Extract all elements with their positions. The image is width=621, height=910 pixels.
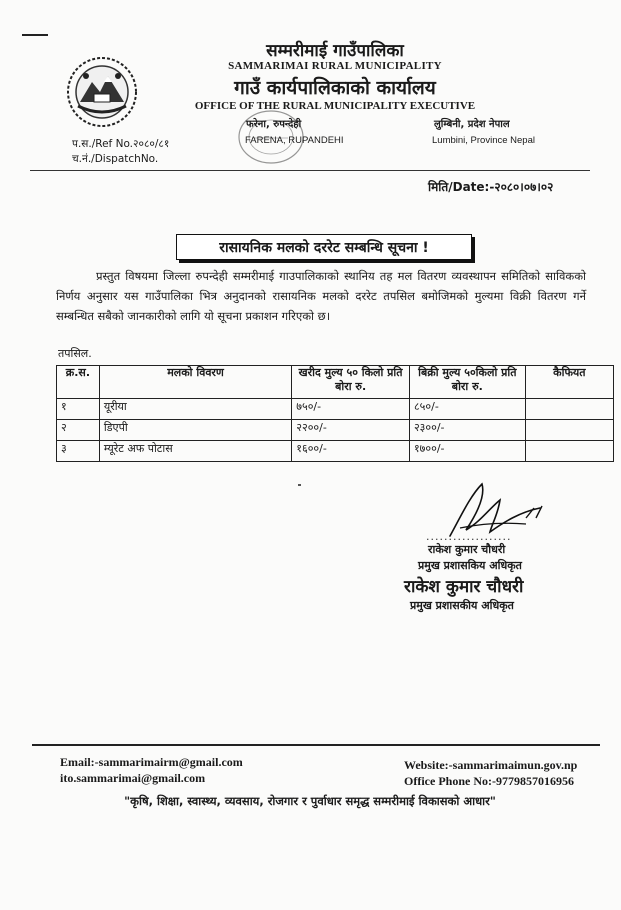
footer-email-primary: Email:-sammarimairm@gmail.com [60,755,243,769]
address-np: फरेना, रुपन्देही [246,119,302,130]
footer-email-secondary: ito.sammarimai@gmail.com [60,771,206,785]
cell-remarks [525,420,613,441]
office-name-en: OFFICE OF THE RURAL MUNICIPALITY EXECUTIVE [194,100,476,112]
table-row [57,399,614,420]
cell-fertilizer: यूरीया [99,399,291,420]
cell-sale-price: २३००/- [409,420,525,441]
stray-mark [298,484,301,486]
table-row [57,420,614,441]
cell-purchase-price: १६००/- [292,441,410,462]
municipality-name-np: सम्मरीमाई गाउँपालिका [266,41,404,61]
cell-remarks [525,399,613,420]
footer-divider [32,744,600,746]
cell-fertilizer: म्यूरेट अफ पोटास [99,441,291,462]
notice-body-text: प्रस्तुत विषयमा जिल्ला रुपन्देही सम्मरीमाई गाउपालिकाको स्थानिय तह मल वितरण व्यवस्थापन समितिको साविकको निर्णय अनुसार यस गाउँपालिका भित्र अनुदानको रासायनिक मलको दररेट तपसिल बमोजिमको मुल्यमा विक्री वितरण गर्ने सम्बन्धित सबैको जानकारीको लागि यो सूचना प्रकाशन गरिएको छ। [56,269,586,323]
cell-sale-price: १७००/- [409,441,525,462]
municipality-name-en: SAMMARIMAI RURAL MUNICIPALITY [228,60,442,72]
notice-body-paragraph [56,266,586,326]
header-purchase-price: खरीद मुल्य ५० किलो प्रति बोरा रु. [292,366,410,399]
cell-serial: १ [57,399,100,420]
name-stamp: राकेश कुमार चौधरी [404,577,524,597]
corner-mark [22,34,48,36]
cell-serial: २ [57,420,100,441]
title-stamp: प्रमुख प्रशासकीय अधिकृत [410,599,514,612]
signatory-title: प्रमुख प्रशासकिय अधिकृत [418,559,522,572]
footer-motto: "कृषि, शिक्षा, स्वास्थ्य, व्यवसाय, रोजगार र पुर्वाधार समृद्ध सम्मरीमाई विकासको आधार" [124,794,496,808]
cell-sale-price: ८५०/- [409,399,525,420]
header-fertilizer: मलको विवरण [99,366,291,399]
cell-purchase-price: २२००/- [292,420,410,441]
province-en: Lumbini, Province Nepal [432,135,535,146]
header-remarks: कैफियत [525,366,613,399]
office-name-np: गाउँ कार्यपालिकाको कार्यालय [234,77,436,99]
header-sale-price: बिक्री मुल्य ५०किलो प्रति बोरा रु. [409,366,525,399]
fertilizer-rate-table [56,365,614,462]
table-header-row [57,366,614,399]
dispatch-number: च.नं./DispatchNo. [72,153,159,165]
reference-number: प.स./Ref No.२०८०/८१ [72,138,170,150]
notice-title-box [176,234,472,260]
notice-title: रासायनिक मलको दररेट सम्बन्धि सूचना ! [219,239,429,256]
government-emblem-icon [64,54,140,130]
province-np: लुम्बिनी, प्रदेश नेपाल [434,119,510,130]
header-serial: क्र.स. [57,366,100,399]
table-row [57,441,614,462]
address-en: FARENA, RUPANDEHI [245,135,344,146]
footer-website: Website:-sammarimaimun.gov.np [404,758,578,772]
signatory-name: राकेश कुमार चौधरी [428,543,506,556]
cell-purchase-price: ७५०/- [292,399,410,420]
footer-phone: Office Phone No:-9779857016956 [404,774,574,788]
signature-line: ................... [426,530,512,543]
header-divider [30,170,590,171]
cell-remarks [525,441,613,462]
details-label: तपसिल. [58,347,92,360]
cell-fertilizer: डिएपी [99,420,291,441]
cell-serial: ३ [57,441,100,462]
notice-date: मिति/Date:-२०८०।०७।०२ [428,180,554,194]
